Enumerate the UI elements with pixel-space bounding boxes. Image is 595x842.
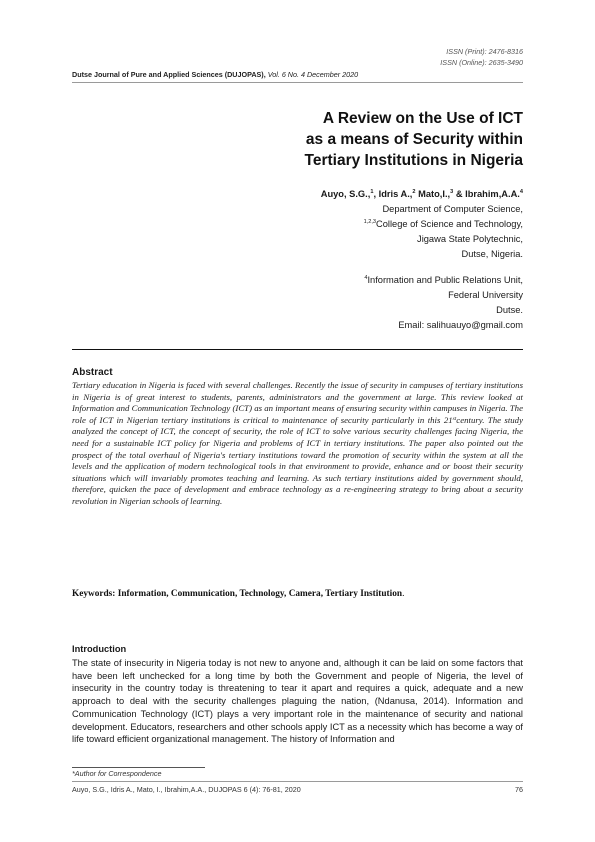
author-4: & Ibrahim,A.A. (453, 189, 520, 199)
author-2: , Idris A., (373, 189, 413, 199)
abstract-text (72, 380, 523, 508)
issn-print: ISSN (Print): 2476-8316 (446, 47, 523, 56)
journal-name: Dutse Journal of Pure and Applied Sciences (DUJOPAS), (72, 70, 266, 79)
footer-rule (72, 781, 523, 782)
introduction-heading: Introduction (72, 644, 127, 654)
author-1-sup: 1 (370, 189, 374, 195)
keywords-text: Information, Communication, Technology, Camera, Tertiary Institution (115, 589, 403, 599)
author-3-sup: 3 (450, 189, 454, 195)
header-rule (72, 82, 523, 83)
abstract-text-part-2: century. The study analyzed the concept of ICT, the concept of security, the role of ICT to solve various security challenges facing Nigeria, the need for a sustainable ICT policy for Nigeria and problems of ICT in tertiary institutions. The paper also pointed out the prospect of the total overhaul of Nigeria's tertiary institutions toward the promotion of security within the system at all the levels and the application of modern technological tools in that environment to provide, enhance and or boost their security situations which will invariably promotes teaching and learning. As such tertiary institutions aided by government should, therefore, quicken the pace of development and embrace technology as a re-engineering strategy to bring about a security revolution in Nigerian schools of learning. (72, 414, 523, 506)
affiliation-gap (321, 262, 523, 273)
author-3: Mato,I., (415, 189, 451, 199)
issn-block (440, 46, 523, 68)
title-line-2: as a means of Security within (305, 131, 523, 148)
journal-issue: Vol. 6 No. 4 December 2020 (265, 70, 359, 79)
keywords-label: Keywords: (72, 589, 116, 599)
issn-online: ISSN (Online): 2635-3490 (440, 58, 523, 67)
page-number: 76 (515, 785, 523, 794)
footer-citation: Auyo, S.G., Idris A., Mato, I., Ibrahim,A.A., DUJOPAS 6 (4): 76-81, 2020 (72, 785, 301, 794)
affiliation-1-college: College of Science and Technology, (376, 219, 523, 229)
abstract-superscript: st (452, 415, 457, 422)
keywords-period: . (402, 589, 405, 599)
author-4-sup: 4 (519, 189, 523, 195)
footnote: *Author for Correspondence (72, 769, 162, 778)
affiliation-1-sup: 1,2,3 (363, 219, 377, 225)
abstract-heading: Abstract (72, 367, 113, 378)
journal-header (72, 70, 358, 79)
affiliation-2-line-1 (321, 273, 523, 288)
affiliation-2-unit: Information and Public Relations Unit, (367, 275, 523, 285)
author-2-sup: 2 (412, 189, 416, 195)
affiliation-2-line-2: Federal University (448, 290, 523, 300)
author-block (321, 187, 523, 333)
abstract-rule (72, 349, 523, 350)
affiliation-1-line-1: Department of Computer Science, (382, 204, 523, 214)
affiliation-1-line-4: Dutse, Nigeria. (461, 249, 523, 259)
page-footer (72, 785, 523, 794)
author-1: Auyo, S.G., (320, 189, 371, 199)
affiliation-1-line-2 (321, 217, 523, 232)
footnote-rule (72, 767, 205, 768)
abstract-text-part-1: Tertiary education in Nigeria is faced with several challenges. Recently the issue of security in campuses of tertiary institutions in Nigeria is of great interest to students, parents, administrators and the government at large. This review looked at Information and Communication Technology (ICT) as an important means of ensuring security within campuses in Nigeria. The role of ICT in Nigerian tertiary institutions is critical to maintenance of security particularly in this 21 (72, 380, 523, 425)
author-names (321, 187, 523, 202)
introduction-text: The state of insecurity in Nigeria today is not new to anyone and, although it can be laid on some factors that have been left unchecked for a long time by both the Government and people of Nigeria, the level of insecurity in the country today is threatening to tear it apart and requires a quick, adequate and a new approach to deal with the security challenges plaguing the nation, (Ndanusa, 2014). Information and Communication Technology (ICT) plays a very important role in the maintenance of security and national development. Educators, researchers and other schools apply ICT as a necessity which has become a way of life toward efficient organizational management. The history of Information and (72, 658, 523, 745)
author-email: Email: salihuauyo@gmail.com (398, 320, 523, 330)
affiliation-1-line-3: Jigawa State Polytechnic, (417, 234, 523, 244)
affiliation-2-sup: 4 (364, 275, 368, 281)
paper-title (305, 108, 523, 171)
title-line-1: A Review on the Use of ICT (322, 110, 523, 127)
keywords-line (72, 589, 404, 599)
title-line-3: Tertiary Institutions in Nigeria (304, 152, 523, 169)
affiliation-2-line-3: Dutse. (496, 305, 523, 315)
